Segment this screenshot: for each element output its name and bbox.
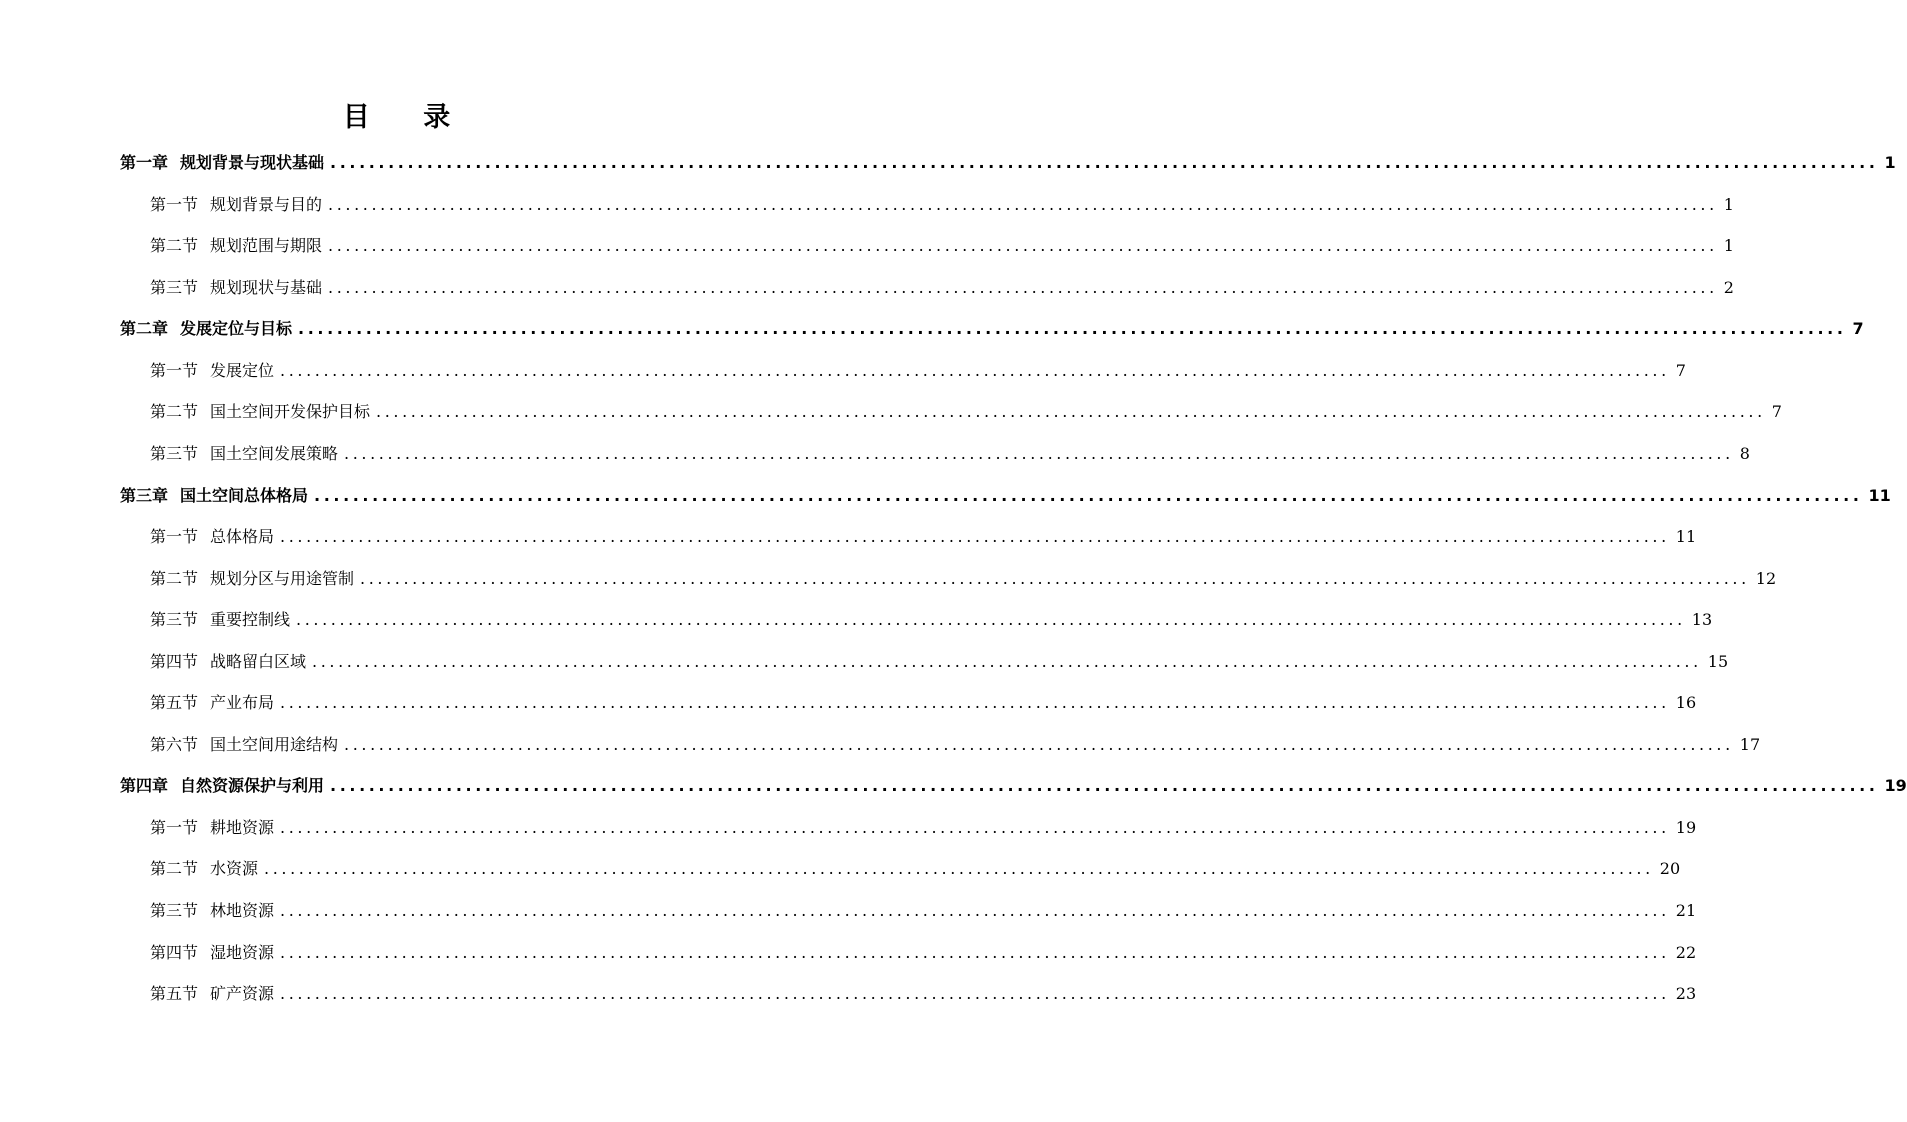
toc-entry-title: 矿产资源 <box>210 984 275 1003</box>
toc-entry-number: 第五节 <box>150 984 199 1003</box>
toc-entry-chapter[interactable] <box>120 477 1891 507</box>
toc-leader-dots: ................................................................................................................................................................ <box>280 361 1670 380</box>
toc-leader-dots: ................................................................................................................................................................ <box>344 735 1734 754</box>
toc-leader-dots: ................................................................................................................................................................ <box>280 527 1670 546</box>
toc-entry-title: 规划分区与用途管制 <box>210 569 355 588</box>
toc-entry-title: 国土空间开发保护目标 <box>210 402 371 421</box>
toc-entry-label <box>150 401 370 423</box>
toc-leader-dots: ................................................................................................................................................................ <box>280 818 1670 837</box>
toc-leader-dots: ................................................................................................................................................................ <box>330 776 1879 795</box>
toc-entry-section[interactable] <box>150 393 1782 423</box>
toc-entry-number: 第三章 <box>120 486 169 505</box>
toc-entry-page: 13 <box>1691 610 1713 629</box>
toc-entry-label <box>150 900 274 922</box>
toc-entry-label <box>150 360 274 382</box>
toc-entry-label <box>150 942 274 964</box>
toc-entry-title: 湿地资源 <box>210 943 275 962</box>
toc-leader-dots: ................................................................................................................................................................ <box>328 195 1718 214</box>
page-title: 目 录 <box>342 102 473 133</box>
toc-entry-number: 第四节 <box>150 943 199 962</box>
toc-entry-title: 战略留白区域 <box>210 652 307 671</box>
toc-entry-title: 总体格局 <box>210 527 275 546</box>
toc-entry-label <box>150 692 274 714</box>
toc-entry-page: 17 <box>1739 735 1761 754</box>
toc-entry-label <box>150 858 258 880</box>
toc-entry-page: 1 <box>1884 153 1896 172</box>
toc-entry-title: 重要控制线 <box>210 610 291 629</box>
toc-entry-chapter[interactable] <box>120 144 1896 174</box>
toc-entry-number: 第二节 <box>150 569 199 588</box>
toc-entry-number: 第一章 <box>120 153 169 172</box>
toc-entry-section[interactable] <box>150 352 1686 382</box>
toc-entry-title: 规划背景与现状基础 <box>180 153 325 172</box>
toc-entry-section[interactable] <box>150 892 1697 922</box>
toc-entry-number: 第一节 <box>150 361 199 380</box>
toc-entry-page: 19 <box>1675 818 1697 837</box>
toc-entry-chapter[interactable] <box>120 767 1907 797</box>
toc-entry-section[interactable] <box>150 518 1697 548</box>
toc-entry-label <box>150 277 322 299</box>
toc-entry-label <box>150 983 274 1005</box>
toc-entry-label <box>150 235 322 257</box>
toc-entry-title: 规划范围与期限 <box>210 236 323 255</box>
toc-leader-dots: ................................................................................................................................................................ <box>314 486 1863 505</box>
toc-entry-chapter[interactable] <box>120 310 1864 340</box>
toc-entry-page: 20 <box>1659 859 1681 878</box>
toc-entry-number: 第一节 <box>150 195 199 214</box>
toc-entry-section[interactable] <box>150 269 1734 299</box>
toc-entry-title: 发展定位与目标 <box>180 319 293 338</box>
toc-entry-page: 12 <box>1755 569 1777 588</box>
toc-entry-section[interactable] <box>150 227 1734 257</box>
toc-entry-number: 第四章 <box>120 776 169 795</box>
toc-leader-dots: ................................................................................................................................................................ <box>312 652 1702 671</box>
toc-entry-title: 规划现状与基础 <box>210 278 323 297</box>
toc-entry-title: 水资源 <box>210 859 259 878</box>
toc-entry-section[interactable] <box>150 809 1697 839</box>
toc-entry-label <box>150 526 274 548</box>
toc-entry-label <box>120 485 308 507</box>
toc-entry-label <box>120 152 324 174</box>
toc-entry-title: 自然资源保护与利用 <box>180 776 325 795</box>
toc-entry-section[interactable] <box>150 975 1697 1005</box>
toc-entry-label <box>150 734 338 756</box>
toc-leader-dots: ................................................................................................................................................................ <box>280 693 1670 712</box>
toc-entry-title: 国土空间发展策略 <box>210 444 339 463</box>
toc-leader-dots: ................................................................................................................................................................ <box>298 319 1847 338</box>
toc-entry-page: 11 <box>1868 486 1891 505</box>
toc-entry-page: 19 <box>1884 776 1907 795</box>
toc-entry-number: 第一节 <box>150 527 199 546</box>
toc-entry-page: 11 <box>1675 527 1697 546</box>
toc-entry-number: 第四节 <box>150 652 199 671</box>
toc-entry-page: 15 <box>1707 652 1729 671</box>
toc-entry-section[interactable] <box>150 850 1681 880</box>
toc-entry-title: 规划背景与目的 <box>210 195 323 214</box>
toc-entry-title: 产业布局 <box>210 693 275 712</box>
toc-entry-page: 23 <box>1675 984 1697 1003</box>
toc-entry-page: 7 <box>1771 402 1782 421</box>
toc-entry-page: 1 <box>1723 236 1734 255</box>
toc-entry-number: 第三节 <box>150 610 199 629</box>
toc-entry-label <box>150 443 338 465</box>
toc-leader-dots: ................................................................................................................................................................ <box>344 444 1734 463</box>
toc-leader-dots: ................................................................................................................................................................ <box>280 943 1670 962</box>
toc-entry-page: 22 <box>1675 943 1697 962</box>
toc-entry-page: 21 <box>1675 901 1697 920</box>
toc-leader-dots: ................................................................................................................................................................ <box>296 610 1686 629</box>
toc-entry-number: 第二节 <box>150 402 199 421</box>
toc-entry-label <box>150 817 274 839</box>
toc-entry-title: 耕地资源 <box>210 818 275 837</box>
toc-entry-title: 国土空间总体格局 <box>180 486 309 505</box>
toc-entry-section[interactable] <box>150 186 1734 216</box>
toc-entry-page: 16 <box>1675 693 1697 712</box>
toc-entry-page: 7 <box>1675 361 1686 380</box>
toc-entry-number: 第二节 <box>150 859 199 878</box>
toc-entry-page: 2 <box>1723 278 1734 297</box>
toc-leader-dots: ................................................................................................................................................................ <box>328 236 1718 255</box>
toc-entry-number: 第三节 <box>150 278 199 297</box>
toc-entry-number: 第六节 <box>150 735 199 754</box>
toc-entry-label <box>150 609 290 631</box>
toc-entry-title: 林地资源 <box>210 901 275 920</box>
toc-entry-page: 1 <box>1723 195 1734 214</box>
toc-entry-label <box>120 318 292 340</box>
toc-entry-section[interactable] <box>150 643 1729 673</box>
toc-entry-label <box>150 568 354 590</box>
toc-entry-number: 第三节 <box>150 901 199 920</box>
toc-entry-title: 国土空间用途结构 <box>210 735 339 754</box>
toc-entry-section[interactable] <box>150 684 1697 714</box>
toc-leader-dots: ................................................................................................................................................................ <box>376 402 1766 421</box>
toc-entry-title: 发展定位 <box>210 361 275 380</box>
toc-entry-label <box>150 651 306 673</box>
toc-entry-label <box>150 194 322 216</box>
toc-entry-page: 7 <box>1852 319 1864 338</box>
toc-leader-dots: ................................................................................................................................................................ <box>328 278 1718 297</box>
toc-leader-dots: ................................................................................................................................................................ <box>330 153 1879 172</box>
toc-leader-dots: ................................................................................................................................................................ <box>264 859 1654 878</box>
toc-entry-page: 8 <box>1739 444 1750 463</box>
toc-entry-number: 第五节 <box>150 693 199 712</box>
toc-entry-section[interactable] <box>150 601 1713 631</box>
toc-entry-number: 第一节 <box>150 818 199 837</box>
toc-leader-dots: ................................................................................................................................................................ <box>280 984 1670 1003</box>
toc-entry-number: 第二章 <box>120 319 169 338</box>
toc-entry-section[interactable] <box>150 435 1750 465</box>
toc-leader-dots: ................................................................................................................................................................ <box>280 901 1670 920</box>
toc-entry-section[interactable] <box>150 726 1761 756</box>
toc-entry-number: 第二节 <box>150 236 199 255</box>
toc-leader-dots: ................................................................................................................................................................ <box>360 569 1750 588</box>
toc-entry-number: 第三节 <box>150 444 199 463</box>
toc-entry-label <box>120 775 324 797</box>
toc-entry-section[interactable] <box>150 560 1777 590</box>
toc-entry-section[interactable] <box>150 934 1697 964</box>
